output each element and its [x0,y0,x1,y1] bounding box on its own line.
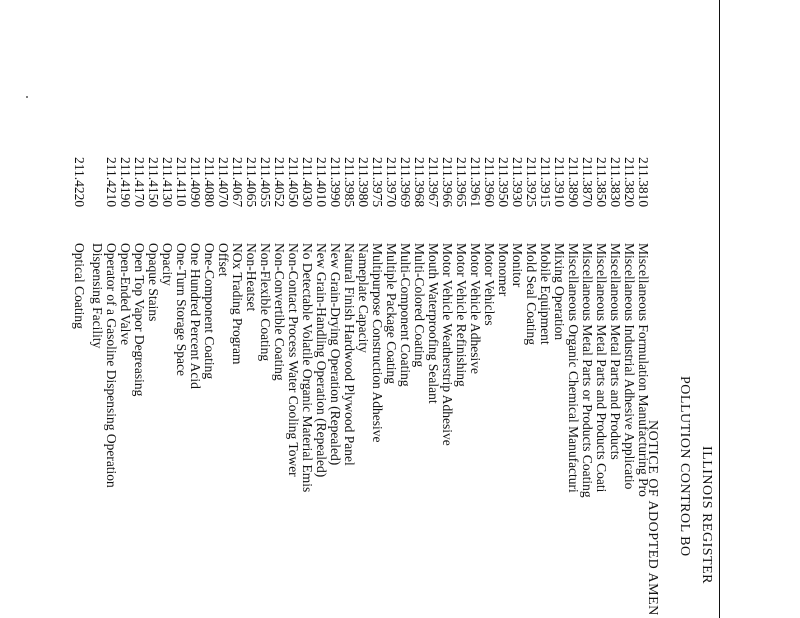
section-title: Multi-Colored Coating [412,243,427,368]
list-item [580,157,594,618]
register-header: ILLINOIS REGISTER [699,446,714,584]
section-number: 211.4150 [146,157,161,208]
section-number: 211.3810 [636,157,651,208]
section-number: 211.3970 [384,157,399,208]
section-list [72,157,650,618]
list-item [202,157,216,618]
list-item [566,157,580,618]
list-item [412,157,426,618]
section-title: Miscellaneous Metal Parts or Products Coating [580,243,595,498]
section-title: Optical Coating [72,243,87,329]
section-number: 211.3968 [412,157,427,208]
notice-heading: NOTICE OF ADOPTED AMEN [645,420,660,616]
section-number: 211.4110 [174,157,189,207]
section-number: 211.3915 [538,157,553,208]
section-number: 211.3950 [496,157,511,208]
list-item [356,157,370,618]
list-item [468,157,482,618]
section-number: 211.4090 [188,157,203,208]
list-item [104,157,118,618]
list-item [454,157,468,618]
section-title: NOx Trading Program [230,243,245,365]
section-title: Open-Ended Valve [118,243,133,346]
section-number: 211.3980 [356,157,371,208]
section-title: One Hundred Percent Acid [188,243,203,389]
list-item [174,157,188,618]
list-item [342,157,356,618]
section-number: 211.3830 [608,157,623,208]
section-title: New Grain-Handling Operation (Repealed) [314,243,329,478]
list-item [286,157,300,618]
section-number: 211.4050 [286,157,301,208]
section-title: One-Turn Storage Space [174,243,189,376]
section-title: Multiple Package Coating [384,243,399,384]
section-title: Mold Seal Coating [524,243,539,345]
list-item [398,157,412,618]
section-number: 211.3870 [580,157,595,208]
section-number: 211.4220 [72,157,87,208]
list-item [622,157,636,618]
section-title: Motor Vehicle Weatherstrip Adhesive [440,243,455,446]
section-number: 211.3990 [328,157,343,208]
list-item [594,157,608,618]
section-number: 211.3890 [566,157,581,208]
list-item [258,157,272,618]
list-item [328,157,342,618]
section-number: 211.4080 [202,157,217,208]
agency-header: POLLUTION CONTROL BO [677,376,692,557]
list-item [384,157,398,618]
section-title: New Grain-Drying Operation (Repealed) [328,243,343,466]
section-title: Natural Finish Hardwood Plywood Panel [342,243,357,466]
list-item [426,157,440,618]
list-item [608,157,622,618]
section-title: Mouth Waterproofing Sealant [426,243,441,404]
list-item [118,157,132,618]
section-title: Opaque Stains [146,243,161,322]
section-number: 211.4170 [132,157,147,208]
list-item [496,157,510,618]
section-title: Open Top Vapor Degreasing [132,243,147,397]
section-title: Dispensing Facility [90,243,105,349]
header-rule [719,0,720,618]
list-item [132,157,146,618]
list-item [72,157,86,618]
list-item [300,157,314,618]
list-item [370,157,384,618]
section-title: Miscellaneous Formulation Manufacturing Pro [636,243,651,497]
section-number: 211.3985 [342,157,357,208]
section-number: 211.4055 [258,157,273,208]
section-title: Non-Convertible Coating [272,243,287,381]
section-number: 211.4130 [160,157,175,208]
list-item [160,157,174,618]
section-title: Motor Vehicle Adhesive [468,243,483,374]
section-number: 211.3975 [370,157,385,208]
section-title: Multi-Component Coating [398,243,413,387]
section-number: 211.3930 [510,157,525,208]
section-number: 211.3910 [552,157,567,208]
list-item [636,157,650,618]
list-item [538,157,552,618]
section-title: Mixing Operation [552,243,567,341]
list-item [90,157,104,618]
section-number: 211.3967 [426,157,441,208]
section-title: Miscellaneous Metal Parts and Products [608,243,623,460]
list-item [146,157,160,618]
list-item [440,157,454,618]
section-number: 211.4065 [244,157,259,208]
section-title: Miscellaneous Organic Chemical Manufacturi [566,243,581,493]
list-item [524,157,538,618]
section-number: 211.3850 [594,157,609,208]
section-number: 211.4210 [104,157,119,208]
section-title: Non-Heatset [244,243,259,312]
list-item [216,157,230,618]
section-number: 211.3966 [440,157,455,208]
section-number: 211.3969 [398,157,413,208]
section-number: 211.4052 [272,157,287,208]
section-title: One-Component Coating [202,243,217,380]
section-title: No Detectable Volatile Organic Material Emis [300,243,315,493]
list-item [552,157,566,618]
list-item [244,157,258,618]
section-number: 211.3820 [622,157,637,208]
section-title: Miscellaneous Metal Parts and Products Coati [594,243,609,493]
section-title: Monitor [510,243,525,288]
section-title: Motor Vehicles [482,243,497,326]
section-number: 211.3965 [454,157,469,208]
section-title: Multipurpose Construction Adhesive [370,243,385,443]
list-item [510,157,524,618]
section-number: 211.4030 [300,157,315,208]
section-number: 211.4010 [314,157,329,208]
section-number: 211.4070 [216,157,231,208]
section-title: Operator of a Gasoline Dispensing Operation [104,243,119,488]
section-title: Miscellaneous Industrial Adhesive Applicatio [622,243,637,490]
list-item [230,157,244,618]
section-title: Monomer [496,243,511,297]
section-title: Non-Contact Process Water Cooling Tower [286,243,301,477]
list-item [482,157,496,618]
section-number: 211.3925 [524,157,539,208]
section-title: Offset [216,243,231,277]
section-title: Non-Flexible Coating [258,243,273,362]
list-item [272,157,286,618]
section-title: Nameplate Capacity [356,243,371,353]
section-title: Opacity [160,243,175,286]
section-title: Mobile Equipment [538,243,553,345]
section-number: 211.3960 [482,157,497,208]
section-number: 211.4067 [230,157,245,208]
section-title: Motor Vehicle Refinishing [454,243,469,387]
list-item [188,157,202,618]
section-number: 211.4190 [118,157,133,208]
section-number: 211.3961 [468,157,483,208]
list-item [314,157,328,618]
